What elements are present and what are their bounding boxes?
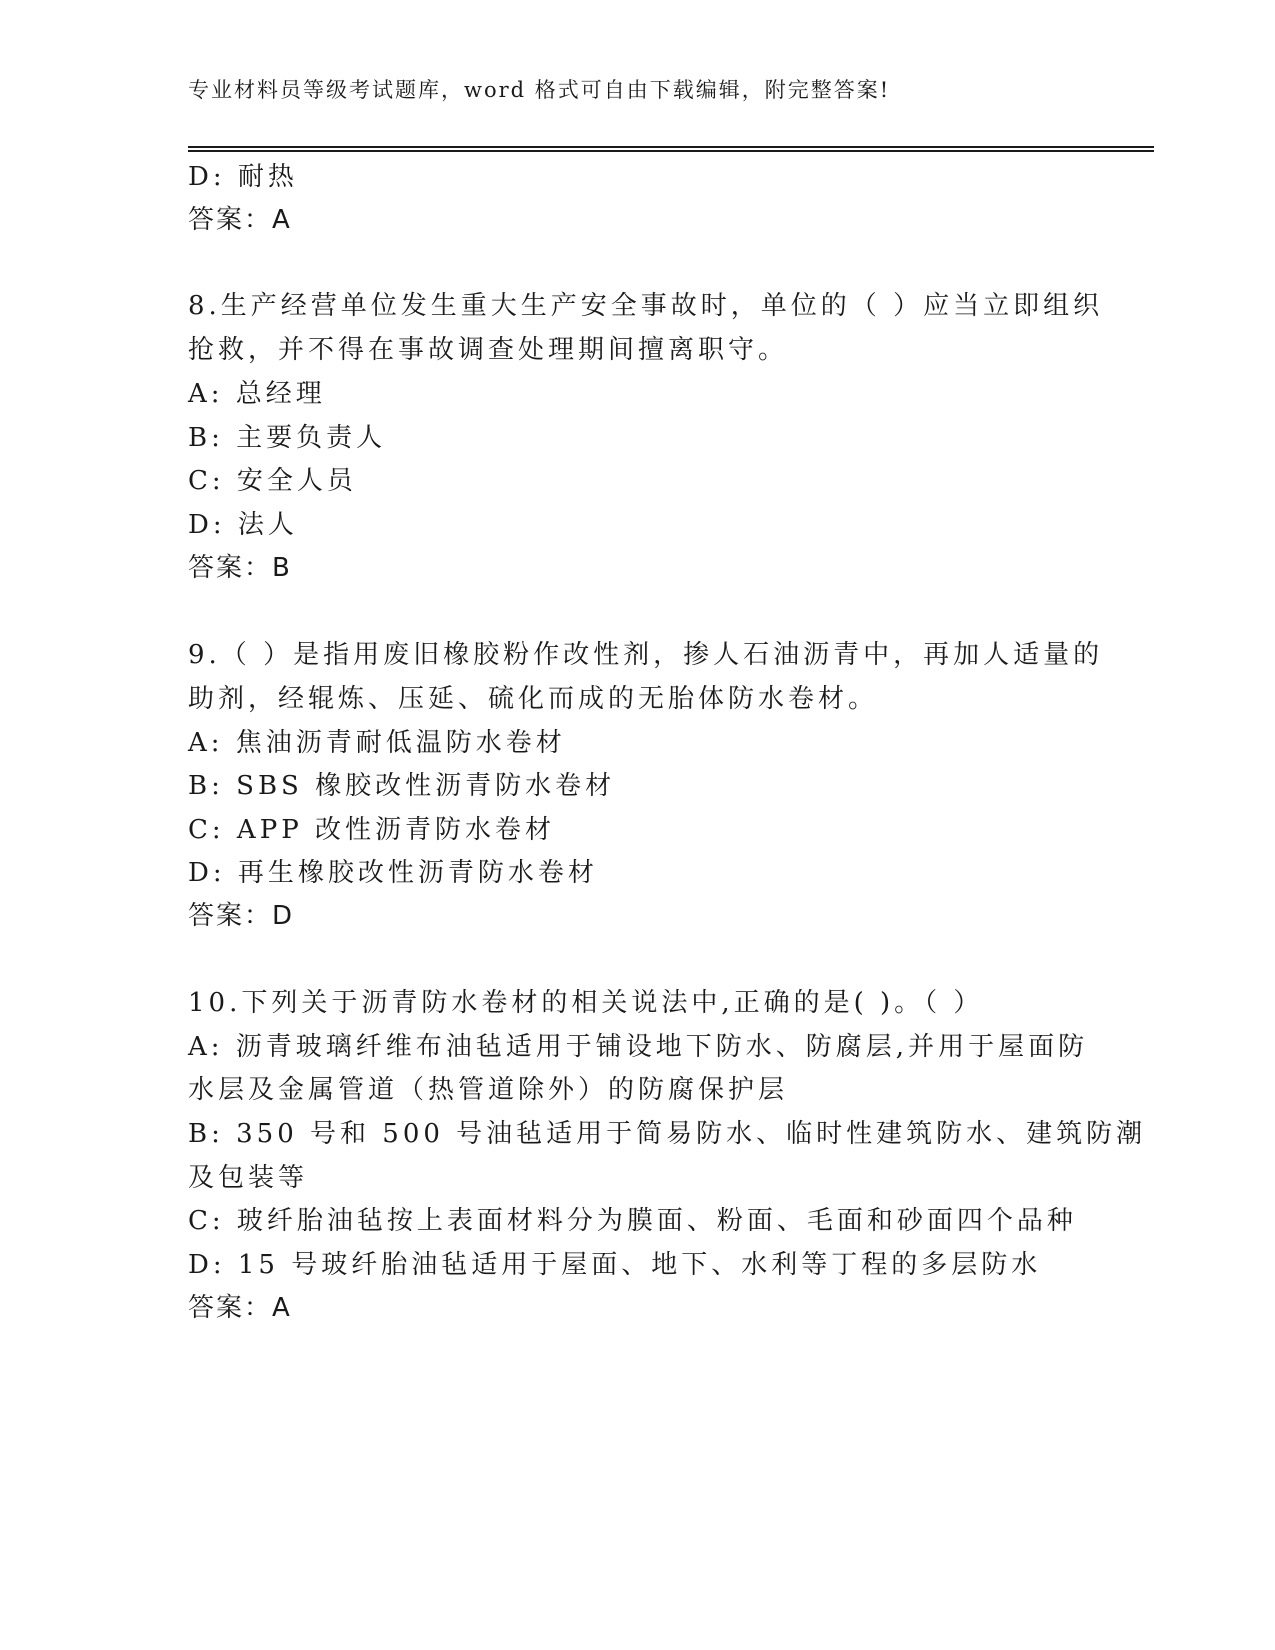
option-d: D: 再生橡胶改性沥青防水卷材 [188,858,598,888]
option-a-line: 水层及金属管道（热管道除外）的防腐保护层 [188,1075,789,1105]
option-c: C: 安全人员 [188,466,357,496]
answer: 答案：A [188,1293,292,1323]
question-stem-line: 8.生产经营单位发生重大生产安全事故时，单位的（ ）应当立即组织 [188,291,1104,321]
header-rule-top [188,146,1154,148]
prev-answer: 答案：A [188,205,292,235]
option-c: C: APP 改性沥青防水卷材 [188,815,555,845]
option-a: A: 焦油沥青耐低温防水卷材 [188,728,566,758]
option-b-line: 及包装等 [188,1163,309,1193]
question-stem-line: 9.（ ）是指用废旧橡胶粉作改性剂，掺人石油沥青中，再加人适量的 [188,640,1104,670]
option-d-line: D: 15 号玻纤胎油毡适用于屋面、地下、水利等丁程的多层防水 [188,1250,1042,1280]
answer: 答案：B [188,553,292,583]
question-stem-line: 助剂，经辊炼、压延、硫化而成的无胎体防水卷材。 [188,684,879,714]
prev-option-d: D: 耐热 [188,162,298,192]
option-b: B: 主要负责人 [188,423,387,453]
answer: 答案：D [188,901,295,931]
option-a: A: 总经理 [188,379,326,409]
question-stem-line: 抢救，并不得在事故调查处理期间擅离职守。 [188,335,789,365]
question-stem-line: 10.下列关于沥青防水卷材的相关说法中,正确的是( )。（ ） [188,988,984,1018]
option-a-line: A: 沥青玻璃纤维布油毡适用于铺设地下防水、防腐层,并用于屋面防 [188,1032,1089,1062]
option-b-line: B: 350 号和 500 号油毡适用于简易防水、临时性建筑防水、建筑防潮 [188,1119,1147,1149]
option-c-line: C: 玻纤胎油毡按上表面材料分为膜面、粉面、毛面和砂面四个品种 [188,1206,1077,1236]
option-d: D: 法人 [188,510,298,540]
header-rule-bottom [188,150,1154,152]
page-header: 专业材料员等级考试题库，word 格式可自由下载编辑，附完整答案! [188,78,891,102]
option-b: B: SBS 橡胶改性沥青防水卷材 [188,771,616,801]
